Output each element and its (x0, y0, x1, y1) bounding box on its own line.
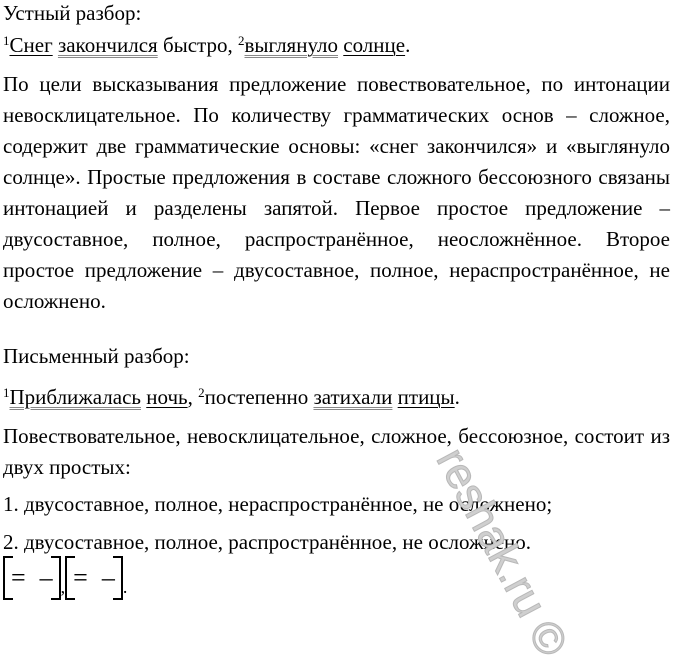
comma: , (60, 577, 66, 597)
subject: ночь (146, 385, 188, 409)
written-analysis: Повествовательное, невосклицательное, сложное, бессоюзное, состоит из двух простых: (3, 424, 670, 479)
predicate: выглянуло (244, 33, 339, 57)
written-sentence (3, 382, 670, 413)
oral-analysis: По цели высказывания предложение повествовательное, по интонации невосклицательное. По количеству грамматических основ – сложное, содержит две грамматические основы: «снег закончился» и «выглянуло солнце». Простые предложения в составе сложного бессоюзного связаны интонацией и разделены запятой. Первое простое предложение – двусоставное, полное, распространённое, неосложнённое. Второе простое предложение – двусоставное, полное, нераспространённое, не осложнено. (3, 72, 670, 313)
written-title: Письменный разбор: (3, 344, 190, 368)
period: . (122, 577, 128, 597)
clause-number: 1 (3, 33, 10, 48)
oral-sentence (3, 30, 670, 61)
subject-mark: – (39, 563, 53, 592)
word: быстро, (157, 33, 238, 57)
word: постепенно (204, 385, 314, 409)
subject-mark: – (101, 563, 115, 592)
list-item: 1. двусоставное, полное, нераспространённое, не осложнено; (3, 492, 553, 516)
oral-title: Устный разбор: (3, 1, 142, 25)
list-item: 2. двусоставное, полное, распространённое, не осложнено. (3, 530, 532, 554)
subject: Снег (9, 33, 53, 57)
predicate-mark: = (11, 563, 26, 592)
predicate: Приближалась (9, 385, 141, 409)
punct: . (405, 33, 411, 57)
clause-number: 2 (198, 385, 205, 400)
clause-number: 1 (3, 385, 10, 400)
subject: птицы (397, 385, 455, 409)
predicate-mark: = (73, 563, 88, 592)
punct: , (187, 385, 199, 409)
clause-bracket (65, 558, 123, 598)
watermark: reshak.ru © (426, 440, 578, 665)
predicate: закончился (57, 33, 158, 57)
punct: . (454, 385, 460, 409)
sentence-schema (3, 558, 127, 598)
subject: солнце (343, 33, 406, 57)
clause-number: 2 (238, 33, 245, 48)
clause-bracket (3, 558, 61, 598)
predicate: затихали (313, 385, 393, 409)
